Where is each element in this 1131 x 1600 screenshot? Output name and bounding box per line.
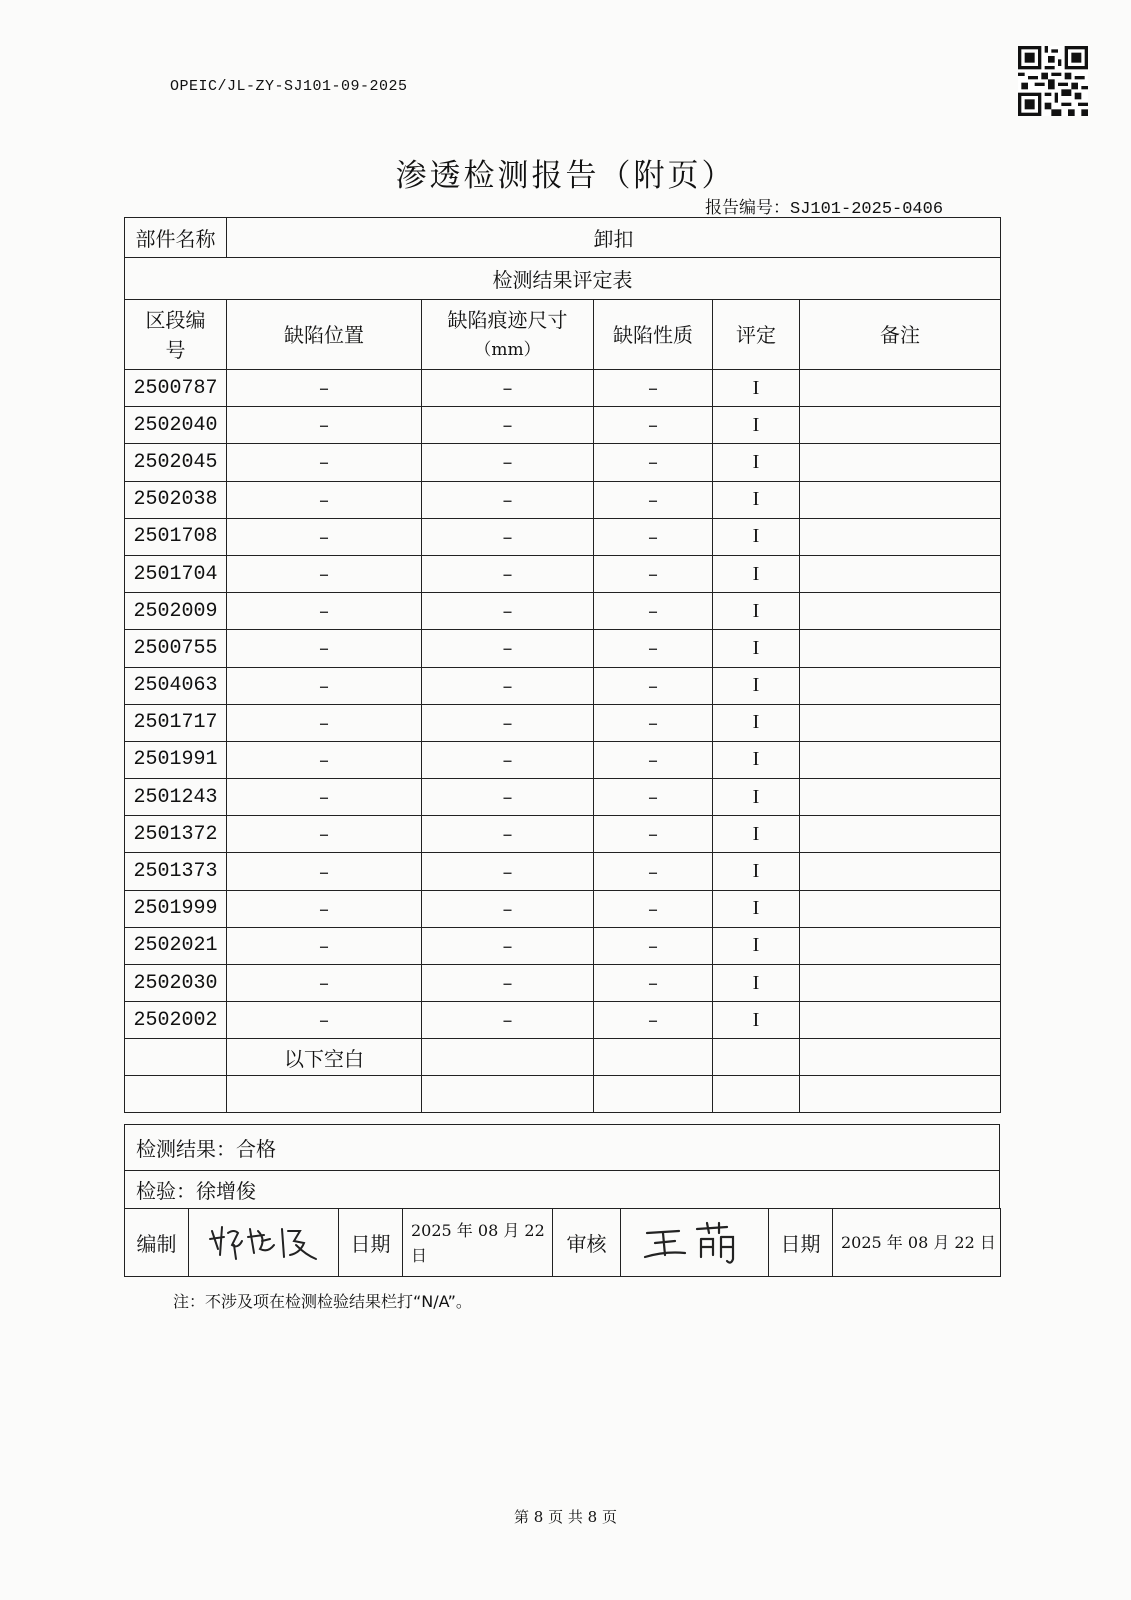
- remark: [800, 593, 1001, 630]
- rating: I: [713, 890, 800, 927]
- rating: I: [713, 704, 800, 741]
- table-row: [125, 593, 1001, 630]
- segment-id: 2500787: [125, 370, 227, 407]
- defect-nature: –: [594, 518, 713, 555]
- defect-nature: –: [594, 853, 713, 890]
- defect-size: –: [422, 667, 594, 704]
- defect-nature: –: [594, 741, 713, 778]
- defect-position: –: [227, 965, 422, 1002]
- segment-id: 2501991: [125, 741, 227, 778]
- result-row: [125, 1125, 1000, 1171]
- rating: I: [713, 407, 800, 444]
- segment-id: 2502045: [125, 444, 227, 481]
- segment-id: 2502009: [125, 593, 227, 630]
- defect-size: –: [422, 518, 594, 555]
- table-row: [125, 704, 1001, 741]
- result-value: 合格: [236, 1137, 276, 1161]
- table-row: [125, 890, 1001, 927]
- rating: I: [713, 741, 800, 778]
- qr-code-icon: [1018, 46, 1088, 116]
- defect-size: –: [422, 407, 594, 444]
- defect-size: –: [422, 444, 594, 481]
- table-row: [125, 481, 1001, 518]
- remark: [800, 555, 1001, 592]
- summary-table: [124, 1124, 1000, 1209]
- defect-position: –: [227, 518, 422, 555]
- defect-nature: –: [594, 667, 713, 704]
- defect-nature: –: [594, 704, 713, 741]
- segment-id: 2500755: [125, 630, 227, 667]
- defect-position: –: [227, 630, 422, 667]
- defect-size: –: [422, 816, 594, 853]
- segment-id: 2501243: [125, 779, 227, 816]
- remark: [800, 741, 1001, 778]
- page-number: 第 8 页 共 8 页: [514, 1508, 617, 1526]
- review-date-label: 日期: [769, 1209, 833, 1277]
- defect-nature: –: [594, 407, 713, 444]
- remark: [800, 667, 1001, 704]
- remark: [800, 890, 1001, 927]
- defect-nature: –: [594, 481, 713, 518]
- review-signature: [621, 1209, 769, 1277]
- defect-position: –: [227, 593, 422, 630]
- remark: [800, 965, 1001, 1002]
- remark: [800, 518, 1001, 555]
- rating: I: [713, 965, 800, 1002]
- result-table: [124, 217, 1001, 1113]
- inspector-label: 检验：: [136, 1179, 196, 1203]
- rating: I: [713, 518, 800, 555]
- segment-id: 2504063: [125, 667, 227, 704]
- col-header-size-label: 缺陷痕迹尺寸: [447, 307, 568, 332]
- remark: [800, 370, 1001, 407]
- table-row: [125, 853, 1001, 890]
- defect-size: –: [422, 965, 594, 1002]
- remark: [800, 927, 1001, 964]
- rating: I: [713, 630, 800, 667]
- defect-nature: –: [594, 1002, 713, 1039]
- part-name-value: 卸扣: [227, 218, 1001, 258]
- defect-size: –: [422, 890, 594, 927]
- table-row: [125, 965, 1001, 1002]
- blank-row: [125, 1076, 1001, 1113]
- remark: [800, 481, 1001, 518]
- table-row: [125, 779, 1001, 816]
- segment-id: 2502038: [125, 481, 227, 518]
- col-header-segment: 区段编号: [125, 300, 227, 370]
- segment-id: 2502030: [125, 965, 227, 1002]
- defect-position: –: [227, 816, 422, 853]
- defect-nature: –: [594, 593, 713, 630]
- table-row: [125, 667, 1001, 704]
- defect-size: –: [422, 704, 594, 741]
- defect-nature: –: [594, 890, 713, 927]
- table-row: [125, 816, 1001, 853]
- table-row: [125, 370, 1001, 407]
- defect-position: –: [227, 667, 422, 704]
- report-number-label: 报告编号：: [705, 198, 790, 218]
- defect-position: –: [227, 444, 422, 481]
- rating: I: [713, 927, 800, 964]
- remark: [800, 407, 1001, 444]
- segment-id: 2502002: [125, 1002, 227, 1039]
- document-code: OPEIC/JL-ZY-SJ101-09-2025: [170, 78, 408, 95]
- inspector-row: [125, 1171, 1000, 1209]
- defect-position: –: [227, 407, 422, 444]
- rating: I: [713, 667, 800, 704]
- blank-cell: [227, 1076, 422, 1113]
- segment-id: 2501704: [125, 555, 227, 592]
- defect-position: –: [227, 779, 422, 816]
- blank-cell: [800, 1076, 1001, 1113]
- table-row: [125, 407, 1001, 444]
- prepared-signature: [189, 1209, 339, 1277]
- segment-id: 2501999: [125, 890, 227, 927]
- defect-position: –: [227, 481, 422, 518]
- remark: [800, 1002, 1001, 1039]
- defect-position: –: [227, 927, 422, 964]
- report-number: [705, 193, 943, 219]
- rating: I: [713, 816, 800, 853]
- blank-note: 以下空白: [227, 1039, 422, 1076]
- defect-position: –: [227, 370, 422, 407]
- prepared-date: 2025 年 08 月 22 日: [403, 1209, 553, 1277]
- defect-size: –: [422, 555, 594, 592]
- remark: [800, 704, 1001, 741]
- segment-id: 2501717: [125, 704, 227, 741]
- page-title: 渗透检测报告（附页）: [395, 158, 736, 194]
- blank-cell: [422, 1039, 594, 1076]
- remark: [800, 444, 1001, 481]
- blank-row: [125, 1039, 1001, 1076]
- table-row: [125, 1002, 1001, 1039]
- rating: I: [713, 1002, 800, 1039]
- rating: I: [713, 555, 800, 592]
- defect-nature: –: [594, 370, 713, 407]
- col-header-position: 缺陷位置: [227, 300, 422, 370]
- col-header-size: [422, 300, 594, 370]
- blank-cell: [125, 1076, 227, 1113]
- table-row: [125, 555, 1001, 592]
- defect-size: –: [422, 853, 594, 890]
- defect-nature: –: [594, 779, 713, 816]
- remark: [800, 779, 1001, 816]
- defect-position: –: [227, 741, 422, 778]
- blank-cell: [713, 1076, 800, 1113]
- defect-size: –: [422, 779, 594, 816]
- prepared-date-label: 日期: [339, 1209, 403, 1277]
- review-date: 2025 年 08 月 22 日: [833, 1209, 1001, 1277]
- blank-cell: [594, 1039, 713, 1076]
- table-row: [125, 927, 1001, 964]
- defect-size: –: [422, 370, 594, 407]
- remark: [800, 816, 1001, 853]
- prepared-label: 编制: [125, 1209, 189, 1277]
- blank-cell: [422, 1076, 594, 1113]
- blank-cell: [594, 1076, 713, 1113]
- rating: I: [713, 593, 800, 630]
- rating: I: [713, 481, 800, 518]
- handwritten-signature-icon: [204, 1219, 324, 1267]
- rating: I: [713, 444, 800, 481]
- defect-position: –: [227, 1002, 422, 1039]
- report-number-value: SJ101-2025-0406: [790, 200, 944, 219]
- defect-size: –: [422, 927, 594, 964]
- segment-id: 2501373: [125, 853, 227, 890]
- defect-size: –: [422, 630, 594, 667]
- blank-cell: [125, 1039, 227, 1076]
- defect-position: –: [227, 890, 422, 927]
- part-name-label: 部件名称: [125, 218, 227, 258]
- rating: I: [713, 370, 800, 407]
- defect-nature: –: [594, 927, 713, 964]
- segment-id: 2502040: [125, 407, 227, 444]
- remark: [800, 630, 1001, 667]
- blank-cell: [713, 1039, 800, 1076]
- blank-cell: [800, 1039, 1001, 1076]
- segment-id: 2501372: [125, 816, 227, 853]
- defect-nature: –: [594, 630, 713, 667]
- defect-position: –: [227, 853, 422, 890]
- defect-nature: –: [594, 965, 713, 1002]
- defect-size: –: [422, 593, 594, 630]
- remark: [800, 853, 1001, 890]
- footnote: 注：不涉及项在检测检验结果栏打“N/A”。: [173, 1292, 472, 1311]
- defect-size: –: [422, 1002, 594, 1039]
- table-row: [125, 630, 1001, 667]
- signature-table: [124, 1208, 1001, 1277]
- review-label: 审核: [553, 1209, 621, 1277]
- defect-size: –: [422, 741, 594, 778]
- result-label: 检测结果：: [136, 1137, 236, 1161]
- defect-nature: –: [594, 444, 713, 481]
- segment-id: 2502021: [125, 927, 227, 964]
- defect-nature: –: [594, 816, 713, 853]
- table-row: [125, 444, 1001, 481]
- rating: I: [713, 779, 800, 816]
- defect-position: –: [227, 704, 422, 741]
- rating: I: [713, 853, 800, 890]
- inspector-value: 徐增俊: [196, 1179, 256, 1203]
- segment-id: 2501708: [125, 518, 227, 555]
- defect-size: –: [422, 481, 594, 518]
- col-header-nature: 缺陷性质: [594, 300, 713, 370]
- table-row: [125, 518, 1001, 555]
- defect-nature: –: [594, 555, 713, 592]
- defect-position: –: [227, 555, 422, 592]
- col-header-remark: 备注: [800, 300, 1001, 370]
- table-row: [125, 741, 1001, 778]
- table-title: 检测结果评定表: [125, 258, 1001, 300]
- col-header-rating: 评定: [713, 300, 800, 370]
- col-header-size-unit: （mm）: [474, 339, 541, 360]
- handwritten-signature-icon: [635, 1217, 755, 1269]
